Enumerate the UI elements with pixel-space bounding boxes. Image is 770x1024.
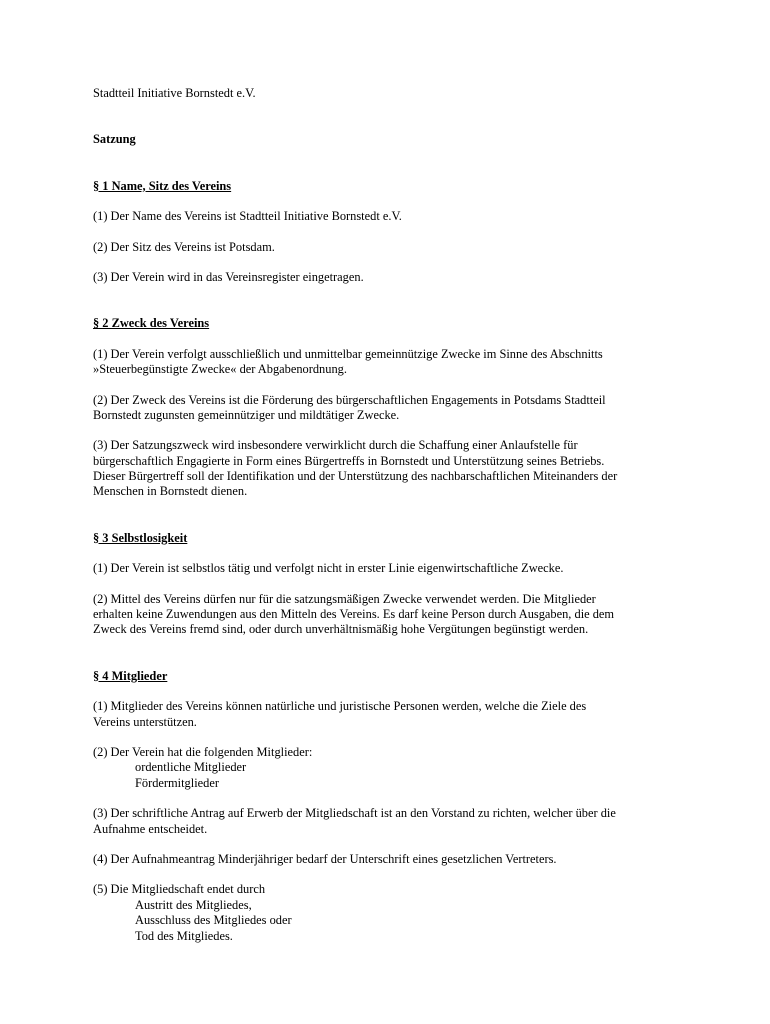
paragraph: (3) Der schriftliche Antrag auf Erwerb der Mitgliedschaft ist an den Vorstand zu richten, welcher über die Aufnahme entscheidet. <box>93 806 616 836</box>
paragraph: (1) Der Verein ist selbstlos tätig und verfolgt nicht in erster Linie eigenwirtschaftliche Zwecke. <box>93 561 564 576</box>
document-page <box>93 86 703 944</box>
list-item: Austritt des Mitgliedes, <box>135 897 252 912</box>
paragraph: (2) Der Sitz des Vereins ist Potsdam. <box>93 239 275 254</box>
list-item: Fördermitglieder <box>135 775 219 790</box>
section-heading: § 2 Zweck des Vereins <box>93 316 210 331</box>
paragraph: (3) Der Verein wird in das Vereinsregister eingetragen. <box>93 269 364 284</box>
organization-name: Stadtteil Initiative Bornstedt e.V. <box>93 86 256 100</box>
list-item: ordentliche Mitglieder <box>135 760 247 775</box>
paragraph: (1) Der Name des Vereins ist Stadtteil Initiative Bornstedt e.V. <box>93 209 402 224</box>
list-item: Tod des Mitgliedes. <box>135 928 233 943</box>
paragraph: (2) Der Verein hat die folgenden Mitglieder: ordentliche Mitglieder Fördermitglieder <box>93 745 703 791</box>
paragraph: (1) Mitglieder des Vereins können natürliche und juristische Personen werden, welche die Ziele des Vereins unterstützen. <box>93 699 587 729</box>
section-heading: § 3 Selbstlosigkeit <box>93 530 188 545</box>
section-heading: § 4 Mitglieder <box>93 668 168 683</box>
paragraph: (3) Der Satzungszweck wird insbesondere verwirklicht durch die Schaffung einer Anlaufstelle für bürgerschaftlich Engagierte in Form eines Bürgertreffs in Bornstedt und Unterstützung seines Betriebs. Dieser Bürgertreff soll der Identifikation und der Unterstützung des nachbarschaftlichen Miteinanders der Menschen in Bornstedt dienen. <box>93 438 618 499</box>
list-item: Ausschluss des Mitgliedes oder <box>135 913 292 928</box>
paragraph: (1) Der Verein verfolgt ausschließlich und unmittelbar gemeinnützige Zwecke im Sinne des Abschnitts »Steuerbegünstigte Zwecke« der Abgabenordnung. <box>93 346 603 377</box>
paragraph: (4) Der Aufnahmeantrag Minderjähriger bedarf der Unterschrift eines gesetzlichen Vertreters. <box>93 851 557 866</box>
section-heading: § 1 Name, Sitz des Vereins <box>93 178 232 193</box>
paragraph: (5) Die Mitgliedschaft endet durch Austritt des Mitgliedes, Ausschluss des Mitgliedes oder Tod des Mitgliedes. <box>93 882 703 944</box>
paragraph: (2) Mittel des Vereins dürfen nur für die satzungsmäßigen Zwecke verwendet werden. Die Mitglieder erhalten keine Zuwendungen aus den Mitteln des Vereins. Es darf keine Person durch Ausgaben, die dem Zweck des Vereins fremd sind, oder durch unverhältnismäßig hohe Vergütungen begünstigt werden. <box>93 591 615 637</box>
paragraph: (2) Der Zweck des Vereins ist die Förderung des bürgerschaftlichen Engagements in Potsdams Stadtteil Bornstedt zugunsten gemeinnütziger und mildtätiger Zwecke. <box>93 392 606 422</box>
doc-title: Satzung <box>93 132 136 147</box>
